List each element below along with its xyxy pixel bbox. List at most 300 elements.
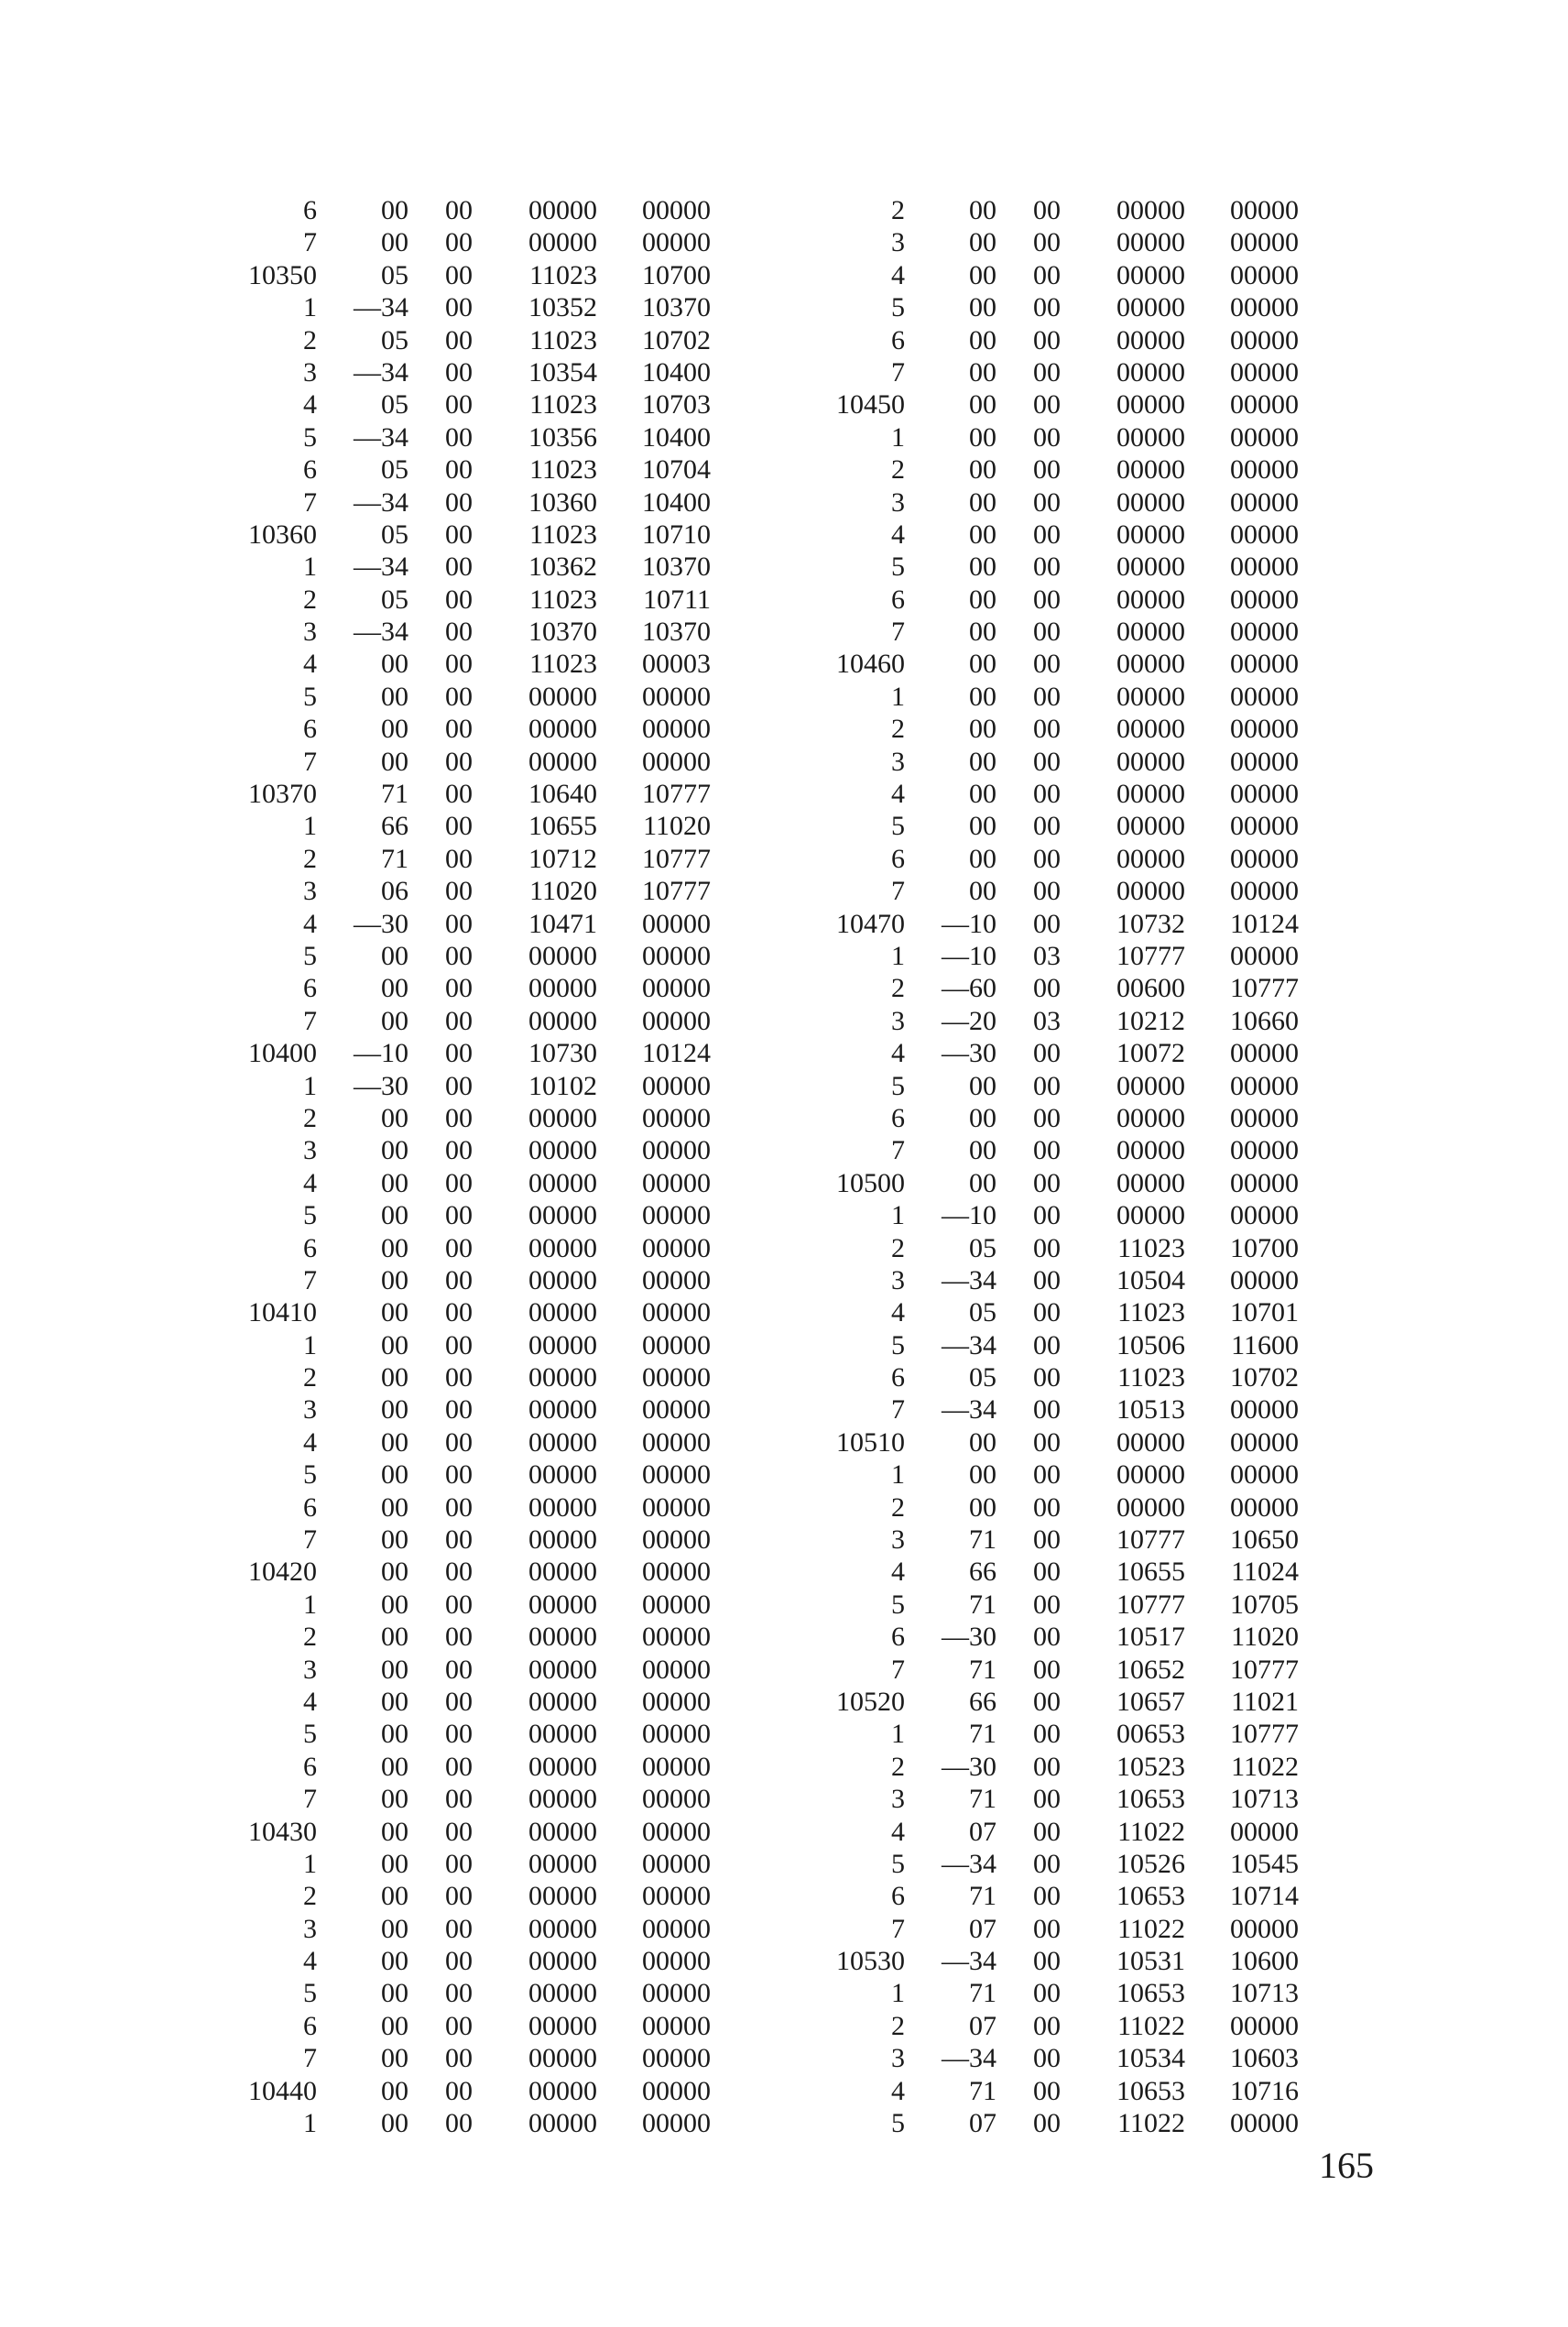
table-row <box>209 1264 711 1296</box>
value-cell: 00000 <box>528 681 597 712</box>
address-cell: 3 <box>891 2043 905 2074</box>
value-cell: 00 <box>445 1848 473 1879</box>
table-row <box>797 226 1299 258</box>
address-cell: 10450 <box>836 389 905 421</box>
value-cell: 00 <box>381 649 408 680</box>
table-row <box>209 1751 711 1783</box>
table-row <box>797 746 1299 778</box>
value-cell: 00000 <box>1230 2108 1299 2139</box>
value-cell: 00000 <box>1230 1491 1299 1523</box>
value-cell: 11020 <box>643 811 711 842</box>
address-cell: 2 <box>891 195 905 225</box>
value-cell: 00000 <box>642 227 711 258</box>
value-cell: 00 <box>445 356 473 388</box>
value-cell: 00 <box>969 454 996 486</box>
value-cell: 00 <box>1033 1135 1061 1166</box>
value-cell: 00000 <box>642 2010 711 2041</box>
address-cell: 4 <box>303 1686 317 1717</box>
address-cell: 2 <box>303 1622 317 1653</box>
value-cell: 00000 <box>642 1719 711 1750</box>
value-cell: 00 <box>1033 1784 1061 1815</box>
value-cell: —10 <box>354 1038 408 1069</box>
value-cell: 66 <box>381 811 408 842</box>
value-cell: 05 <box>381 519 408 550</box>
value-cell: 00000 <box>528 1102 597 1133</box>
value-cell: 00000 <box>1230 746 1299 777</box>
value-cell: 10705 <box>1230 1589 1299 1620</box>
table-row <box>209 1524 711 1556</box>
value-cell: 00 <box>381 1978 408 2009</box>
value-cell: 11023 <box>1117 1297 1185 1328</box>
value-cell: 00 <box>381 714 408 745</box>
value-cell: —34 <box>942 1264 996 1295</box>
table-row <box>797 1556 1299 1588</box>
value-cell: 00 <box>445 1102 473 1133</box>
table-row <box>797 584 1299 616</box>
value-cell: 00000 <box>642 1362 711 1393</box>
value-cell: —30 <box>942 1622 996 1653</box>
value-cell: 00000 <box>642 1524 711 1556</box>
value-cell: 00 <box>381 1491 408 1523</box>
table-row <box>797 1296 1299 1328</box>
value-cell: 00000 <box>642 1200 711 1231</box>
value-cell: 00000 <box>1116 649 1185 680</box>
value-cell: 00000 <box>528 2108 597 2139</box>
value-cell: 00 <box>445 584 473 615</box>
value-cell: 00 <box>381 973 408 1004</box>
value-cell: 11022 <box>1117 1816 1185 1847</box>
value-cell: 00 <box>969 876 996 907</box>
address-cell: 7 <box>303 746 317 777</box>
value-cell: 10506 <box>1116 1329 1185 1360</box>
value-cell: 00 <box>445 1200 473 1231</box>
value-cell: 00000 <box>1230 1135 1299 1166</box>
value-cell: 00 <box>1033 1978 1061 2009</box>
value-cell: 00 <box>381 1784 408 1815</box>
value-cell: 00000 <box>1230 681 1299 712</box>
value-cell: 10655 <box>528 811 597 842</box>
table-row <box>209 1070 711 1102</box>
address-cell: 4 <box>891 519 905 550</box>
value-cell: 00000 <box>1230 779 1299 810</box>
value-cell: 00000 <box>642 1881 711 1912</box>
address-cell: 5 <box>891 1589 905 1620</box>
value-cell: 00 <box>445 973 473 1004</box>
address-cell: 3 <box>891 1264 905 1295</box>
value-cell: 00 <box>445 2043 473 2074</box>
value-cell: 00 <box>969 552 996 583</box>
address-cell: 1 <box>303 552 317 583</box>
table-row <box>797 843 1299 875</box>
value-cell: 00 <box>381 1719 408 1750</box>
value-cell: 00 <box>445 1622 473 1653</box>
value-cell: 00000 <box>1116 552 1185 583</box>
value-cell: 00 <box>381 2075 408 2106</box>
value-cell: —30 <box>354 1070 408 1101</box>
address-cell: 2 <box>303 843 317 874</box>
address-cell: 1 <box>303 1329 317 1360</box>
value-cell: 00 <box>445 486 473 518</box>
value-cell: 10360 <box>528 486 597 518</box>
table-row <box>209 1102 711 1134</box>
value-cell: 00 <box>1033 1848 1061 1879</box>
value-cell: 00 <box>1033 1070 1061 1101</box>
table-row <box>209 713 711 745</box>
value-cell: 00 <box>445 940 473 971</box>
address-cell: 7 <box>891 1135 905 1166</box>
address-cell: 3 <box>303 1654 317 1685</box>
table-row <box>797 324 1299 356</box>
value-cell: 00000 <box>528 1686 597 1717</box>
address-cell: 10430 <box>248 1816 317 1847</box>
value-cell: 11023 <box>529 324 597 355</box>
value-cell: 05 <box>969 1232 996 1263</box>
address-cell: 3 <box>303 1913 317 1944</box>
value-cell: 00000 <box>528 1589 597 1620</box>
value-cell: 00 <box>969 746 996 777</box>
address-cell: 6 <box>303 1232 317 1263</box>
value-cell: 00 <box>445 1946 473 1977</box>
address-cell: 1 <box>891 1459 905 1491</box>
value-cell: 00 <box>445 617 473 648</box>
value-cell: 10777 <box>642 876 711 907</box>
value-cell: 11022 <box>1117 1913 1185 1944</box>
address-cell: 6 <box>303 1491 317 1523</box>
value-cell: 00000 <box>528 1978 597 2009</box>
value-cell: 00 <box>969 389 996 421</box>
value-cell: 00 <box>969 1070 996 1101</box>
value-cell: 71 <box>969 1654 996 1685</box>
value-cell: 00 <box>1033 584 1061 615</box>
value-cell: —20 <box>942 1005 996 1036</box>
value-cell: —30 <box>942 1751 996 1782</box>
table-row <box>209 453 711 486</box>
address-cell: 7 <box>891 876 905 907</box>
value-cell: 00 <box>1033 1362 1061 1393</box>
table-row <box>797 1751 1299 1783</box>
value-cell: 00 <box>969 356 996 388</box>
value-cell: 11023 <box>529 519 597 550</box>
value-cell: 00 <box>1033 973 1061 1004</box>
address-cell: 2 <box>303 1881 317 1912</box>
value-cell: 00 <box>1033 1297 1061 1328</box>
address-cell: 4 <box>303 1426 317 1458</box>
value-cell: 00 <box>381 1005 408 1036</box>
value-cell: 00 <box>445 1459 473 1491</box>
value-cell: 00 <box>381 1848 408 1879</box>
value-cell: 10370 <box>642 292 711 323</box>
table-row <box>209 291 711 323</box>
address-cell: 4 <box>891 1038 905 1069</box>
value-cell: 00 <box>445 1719 473 1750</box>
table-row <box>797 908 1299 940</box>
value-cell: 00 <box>1033 843 1061 874</box>
value-cell: 10471 <box>528 908 597 939</box>
value-cell: 00000 <box>642 746 711 777</box>
address-cell: 3 <box>891 1784 905 1815</box>
value-cell: 11600 <box>1231 1329 1299 1360</box>
value-cell: 00000 <box>1230 486 1299 518</box>
address-cell: 3 <box>891 1005 905 1036</box>
value-cell: —30 <box>354 908 408 939</box>
value-cell: 00 <box>1033 1816 1061 1847</box>
value-cell: 00000 <box>1116 1491 1185 1523</box>
address-cell: 7 <box>303 1524 317 1556</box>
value-cell: 00 <box>969 259 996 290</box>
value-cell: 00 <box>1033 356 1061 388</box>
value-cell: 00000 <box>642 1686 711 1717</box>
value-cell: 10700 <box>1230 1232 1299 1263</box>
address-cell: 10520 <box>836 1686 905 1717</box>
value-cell: —34 <box>354 292 408 323</box>
value-cell: —34 <box>354 421 408 453</box>
value-cell: 00000 <box>1116 486 1185 518</box>
value-cell: 00 <box>969 1426 996 1458</box>
value-cell: 00 <box>381 1232 408 1263</box>
value-cell: 00000 <box>1116 1200 1185 1231</box>
value-cell: 00000 <box>1116 227 1185 258</box>
value-cell: 00000 <box>1230 421 1299 453</box>
table-row <box>797 875 1299 907</box>
address-cell: 2 <box>891 1232 905 1263</box>
value-cell: 00000 <box>1230 389 1299 421</box>
value-cell: 66 <box>969 1557 996 1588</box>
value-cell: —34 <box>354 486 408 518</box>
value-cell: 10777 <box>1116 940 1185 971</box>
table-row <box>797 1005 1299 1037</box>
table-row <box>209 259 711 291</box>
value-cell: 10710 <box>642 519 711 550</box>
value-cell: 00 <box>1033 292 1061 323</box>
address-cell: 10360 <box>248 519 317 550</box>
value-cell: 00000 <box>1230 811 1299 842</box>
table-row <box>797 486 1299 519</box>
value-cell: 00 <box>1033 1524 1061 1556</box>
table-row <box>209 356 711 388</box>
value-cell: 00 <box>1033 1491 1061 1523</box>
value-cell: 00000 <box>528 1881 597 1912</box>
table-row <box>797 1329 1299 1361</box>
value-cell: 00000 <box>642 1978 711 2009</box>
value-cell: 71 <box>969 2075 996 2106</box>
table-row <box>209 226 711 258</box>
table-row <box>209 1296 711 1328</box>
value-cell: 00000 <box>528 1751 597 1782</box>
value-cell: 07 <box>969 1816 996 1847</box>
value-cell: 00000 <box>642 1264 711 1295</box>
value-cell: 00000 <box>1230 1167 1299 1198</box>
address-cell: 5 <box>303 681 317 712</box>
value-cell: 00000 <box>1230 876 1299 907</box>
address-cell: 3 <box>891 746 905 777</box>
value-cell: 00 <box>445 843 473 874</box>
value-cell: 10370 <box>642 617 711 648</box>
address-cell: 1 <box>891 421 905 453</box>
value-cell: 00000 <box>1230 552 1299 583</box>
value-cell: 05 <box>969 1297 996 1328</box>
value-cell: 00 <box>969 1491 996 1523</box>
value-cell: 11020 <box>1231 1622 1299 1653</box>
right-table-column <box>797 194 1299 2139</box>
value-cell: 00 <box>969 195 996 225</box>
table-row <box>209 551 711 583</box>
value-cell: 00 <box>445 454 473 486</box>
value-cell: 71 <box>969 1719 996 1750</box>
value-cell: 00 <box>445 1978 473 2009</box>
address-cell: 10510 <box>836 1426 905 1458</box>
value-cell: 00 <box>1033 421 1061 453</box>
address-cell: 5 <box>891 552 905 583</box>
value-cell: 10652 <box>1116 1654 1185 1685</box>
table-row <box>209 1329 711 1361</box>
value-cell: 00000 <box>1230 195 1299 225</box>
value-cell: 11022 <box>1117 2010 1185 2041</box>
value-cell: 10716 <box>1230 2075 1299 2106</box>
value-cell: 00 <box>445 227 473 258</box>
value-cell: 00 <box>969 843 996 874</box>
value-cell: 00 <box>445 2075 473 2106</box>
value-cell: 00 <box>445 876 473 907</box>
value-cell: 07 <box>969 1913 996 1944</box>
table-row <box>209 1945 711 1977</box>
address-cell: 1 <box>891 681 905 712</box>
value-cell: 00000 <box>1230 649 1299 680</box>
value-cell: —34 <box>354 356 408 388</box>
value-cell: 00000 <box>1230 292 1299 323</box>
table-row <box>797 1686 1299 1718</box>
value-cell: 00000 <box>642 1946 711 1977</box>
address-cell: 6 <box>891 324 905 355</box>
table-row <box>209 1491 711 1524</box>
address-cell: 2 <box>303 324 317 355</box>
table-row <box>797 1654 1299 1686</box>
value-cell: 10212 <box>1116 1005 1185 1036</box>
address-cell: 1 <box>891 940 905 971</box>
value-cell: 10653 <box>1116 2075 1185 2106</box>
value-cell: 10531 <box>1116 1946 1185 1977</box>
value-cell: 71 <box>969 1978 996 2009</box>
value-cell: 10370 <box>528 617 597 648</box>
address-cell: 4 <box>891 1816 905 1847</box>
value-cell: 00 <box>381 1426 408 1458</box>
value-cell: 00000 <box>642 1459 711 1491</box>
value-cell: 00 <box>381 1102 408 1133</box>
value-cell: 00 <box>969 1102 996 1133</box>
value-cell: 00 <box>445 1491 473 1523</box>
value-cell: 00 <box>445 779 473 810</box>
value-cell: 00 <box>445 259 473 290</box>
table-row <box>797 1589 1299 1621</box>
value-cell: 10504 <box>1116 1264 1185 1295</box>
table-row <box>209 2107 711 2139</box>
table-row <box>797 1102 1299 1134</box>
value-cell: 00000 <box>1116 1135 1185 1166</box>
value-cell: 00000 <box>642 908 711 939</box>
value-cell: 00 <box>1033 2108 1061 2139</box>
value-cell: 00000 <box>642 681 711 712</box>
table-row <box>209 1232 711 1264</box>
value-cell: 00000 <box>1230 1394 1299 1426</box>
value-cell: 00 <box>1033 1232 1061 1263</box>
table-row <box>209 486 711 519</box>
address-cell: 1 <box>303 292 317 323</box>
address-cell: 4 <box>303 908 317 939</box>
value-cell: 00 <box>381 1654 408 1685</box>
value-cell: 00000 <box>642 1070 711 1101</box>
value-cell: 10712 <box>528 843 597 874</box>
value-cell: 00000 <box>528 1426 597 1458</box>
table-row <box>797 1134 1299 1166</box>
value-cell: 11022 <box>1117 2108 1185 2139</box>
value-cell: 00 <box>445 1654 473 1685</box>
table-row <box>797 2042 1299 2074</box>
value-cell: 10703 <box>642 389 711 421</box>
value-cell: 05 <box>381 584 408 615</box>
value-cell: 00000 <box>1116 617 1185 648</box>
value-cell: 00 <box>445 1913 473 1944</box>
table-row <box>797 1816 1299 1848</box>
address-cell: 2 <box>891 454 905 486</box>
table-row <box>209 940 711 972</box>
value-cell: 00 <box>381 1557 408 1588</box>
value-cell: —30 <box>942 1038 996 1069</box>
value-cell: 00 <box>1033 876 1061 907</box>
table-row <box>797 194 1299 226</box>
value-cell: 00 <box>445 519 473 550</box>
table-row <box>797 421 1299 453</box>
value-cell: 10653 <box>1116 1978 1185 2009</box>
table-row <box>209 1977 711 2009</box>
value-cell: 03 <box>1033 940 1061 971</box>
value-cell: 10124 <box>642 1038 711 1069</box>
table-row <box>797 1913 1299 1945</box>
value-cell: 10777 <box>642 843 711 874</box>
value-cell: 00 <box>381 1946 408 1977</box>
value-cell: 10072 <box>1116 1038 1185 1069</box>
address-cell: 1 <box>303 1070 317 1101</box>
value-cell: 00000 <box>1116 811 1185 842</box>
address-cell: 4 <box>891 1557 905 1588</box>
value-cell: 11020 <box>529 876 597 907</box>
table-row <box>797 1070 1299 1102</box>
value-cell: 10704 <box>642 454 711 486</box>
value-cell: 11024 <box>1231 1557 1299 1588</box>
address-cell: 6 <box>303 1751 317 1782</box>
value-cell: 10653 <box>1116 1784 1185 1815</box>
value-cell: 00 <box>1033 811 1061 842</box>
value-cell: 10400 <box>642 486 711 518</box>
value-cell: 00 <box>381 1167 408 1198</box>
value-cell: 11022 <box>1231 1751 1299 1782</box>
value-cell: 66 <box>969 1686 996 1717</box>
value-cell: 00000 <box>1230 1913 1299 1944</box>
value-cell: 71 <box>969 1784 996 1815</box>
table-row <box>209 1654 711 1686</box>
table-row <box>209 1037 711 1069</box>
value-cell: —10 <box>942 908 996 939</box>
address-cell: 10400 <box>248 1038 317 1069</box>
address-cell: 4 <box>891 2075 905 2106</box>
value-cell: 00000 <box>1230 356 1299 388</box>
address-cell: 7 <box>303 486 317 518</box>
value-cell: 10713 <box>1230 1784 1299 1815</box>
address-cell: 5 <box>303 940 317 971</box>
value-cell: 00000 <box>1116 259 1185 290</box>
value-cell: 00000 <box>528 195 597 225</box>
value-cell: 00 <box>381 1135 408 1166</box>
value-cell: 00000 <box>1116 1070 1185 1101</box>
value-cell: 00 <box>1033 1264 1061 1295</box>
